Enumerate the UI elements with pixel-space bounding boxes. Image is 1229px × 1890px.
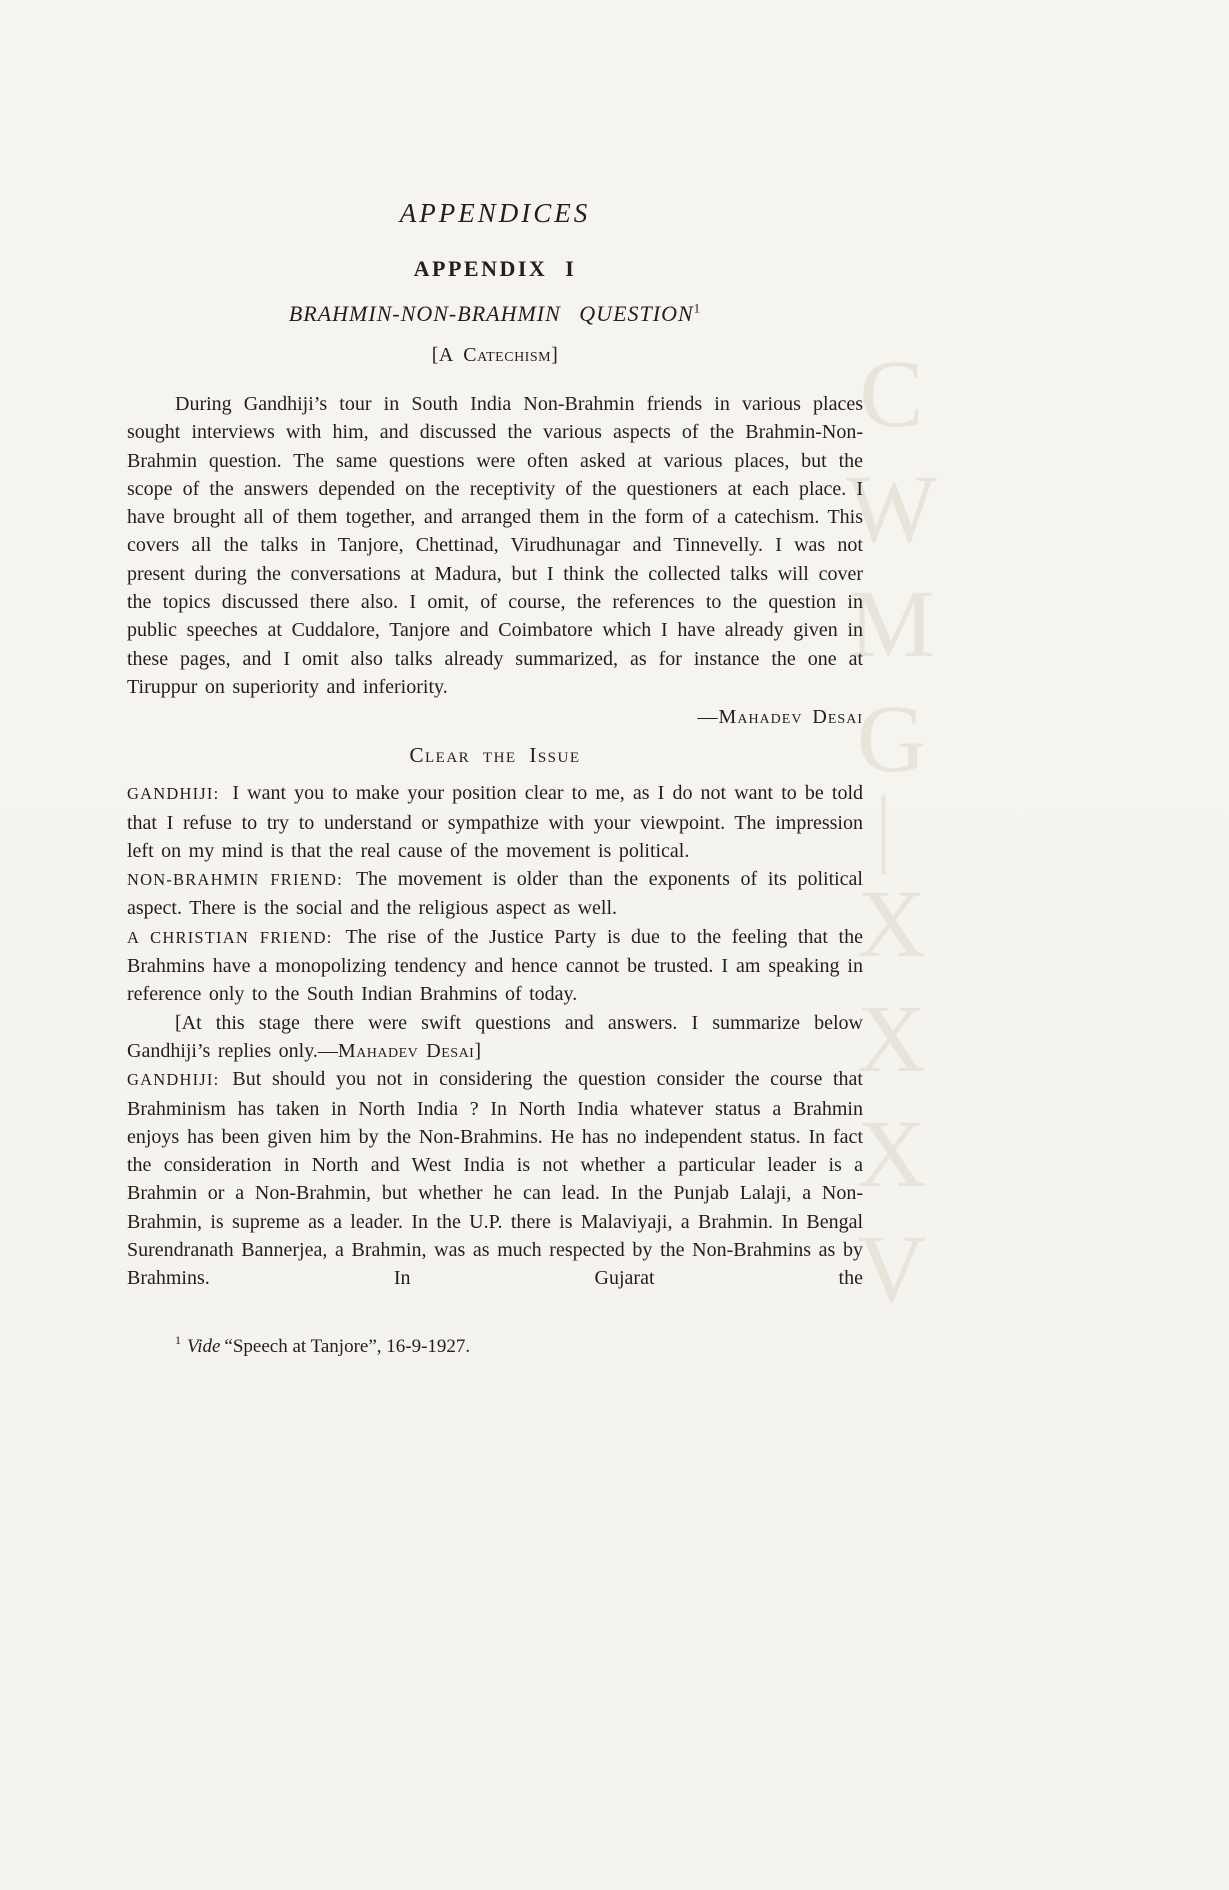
- footnote-marker: 1: [175, 1333, 181, 1348]
- watermark-top-text: CWMG: [838, 340, 945, 800]
- stage-direction-close: ]: [474, 1039, 482, 1062]
- footnote: [127, 1334, 863, 1360]
- speaker-label: GANDHIJI:: [127, 1070, 220, 1090]
- dialogue-text: But should you not in considering the question consider the course that Brahminism has taken in North India ? In North India whatever status a Brahmin enjoys has been given him by the Non-Brahmins. He has no independent status. In fact the consideration in North and West India is not whether a particular leader is a Brahmin or a Non-Brahmin, but whether he can lead. In the Punjab Lalaji, a Non-Brahmin, is supreme as a leader. In the U.P. there is Malaviyaji, a Brahmin. In Bengal Surendranath Bannerjea, a Brahmin, was as much respected by the Non-Brahmins as by Brahmins. In Gujarat the: [127, 1068, 863, 1290]
- speaker-label: GANDHIJI:: [127, 784, 220, 804]
- dialogue-paragraph: [127, 1065, 863, 1292]
- subtitle: [A Catechism]: [431, 344, 559, 366]
- dialogue-text: I want you to make your position clear to me, as I do not want to be told that I refuse to try to understand or sympathize with your viewpoint. The impression left on my mind is that the real cause of the movement is political.: [127, 782, 863, 862]
- stage-direction-name: Mahadev Desai: [337, 1039, 475, 1062]
- dialogue-text: The rise of the Justice Party is due to the feeling that the Brahmins have a monopolizing tendency and hence cannot be trusted. I am speaking in reference only to the South Indian Brahmins of today.: [127, 925, 863, 1006]
- dialogue-paragraph: [127, 923, 863, 1009]
- intro-paragraph: During Gandhiji’s tour in South India Non-Brahmin friends in various places sought interviews with him, and discussed the various aspects of the Brahmin-Non-Brahmin question. The same questions were often asked at various places, but the scope of the answers depended on the receptivity of the questioners at each place. I have brought all of them together, and arranged them in the form of a catechism. This covers all the talks in Tanjore, Chettinad, Virudhunagar and Tinnevelly. I was not present during the conversations at Madura, but I think the collected talks will cover the topics discussed there also. I omit, of course, the references to the question in public speeches at Cuddalore, Tanjore and Coimbatore which I have already given in these pages, and I omit also talks already summarized, as for instance the one at Tiruppur on superiority and inferiority.: [127, 393, 863, 698]
- author-signature: —Mahadev Desai: [697, 706, 863, 729]
- stage-direction: [127, 1009, 863, 1066]
- dialogue-paragraph: [127, 779, 863, 865]
- section-heading: Clear the Issue: [409, 743, 581, 768]
- watermark-bottom-text: XXXV: [838, 870, 945, 1330]
- speaker-label: A CHRISTIAN FRIEND:: [127, 927, 333, 947]
- chapter-title-text: BRAHMIN-NON-BRAHMIN QUESTION: [288, 301, 694, 326]
- chapter-title-footnote-ref: 1: [693, 300, 702, 316]
- dialogue-paragraph: [127, 865, 863, 923]
- chapter-title: [127, 301, 863, 327]
- appendix-number-heading: APPENDIX I: [413, 256, 577, 281]
- appendices-heading: APPENDICES: [399, 198, 591, 228]
- footnote-vide: Vide: [187, 1335, 221, 1357]
- stage-direction-text: [At this stage there were swift questions and answers. I summarize below Gandhiji’s replies only.—: [127, 1011, 863, 1062]
- dialogue-text: The movement is older than the exponents of its political aspect. There is the social and the religious aspect as well.: [127, 868, 863, 920]
- watermark-dash: —: [848, 796, 935, 874]
- text-block: [127, 198, 863, 1360]
- speaker-label: NON-BRAHMIN FRIEND:: [127, 870, 343, 890]
- footnote-text: “Speech at Tanjore”, 16-9-1927.: [224, 1335, 471, 1357]
